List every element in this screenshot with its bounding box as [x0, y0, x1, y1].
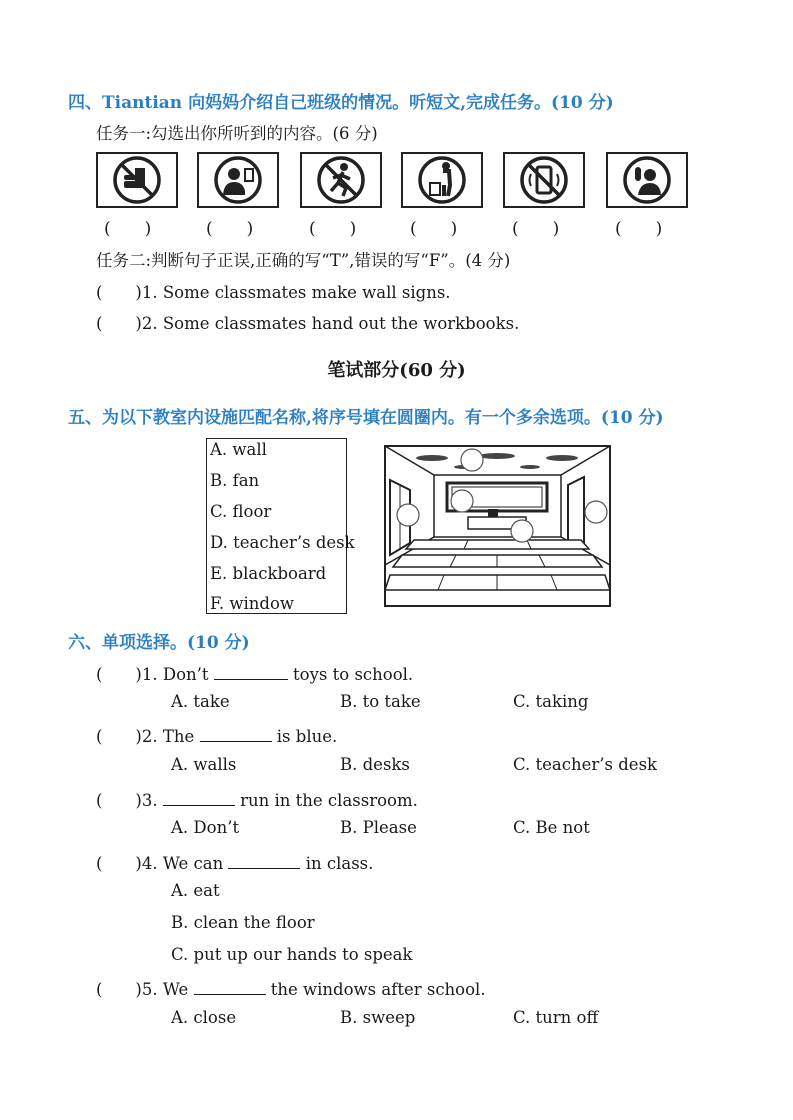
- sign-box-2: [197, 152, 279, 208]
- question-5-paren[interactable]: ( ): [96, 980, 142, 999]
- question-1-blank[interactable]: [214, 665, 288, 680]
- q3-option-b[interactable]: B. Please: [340, 818, 417, 837]
- question-2-before: 2. The: [141, 727, 195, 746]
- statement-1-text: 1. Some classmates make wall signs.: [141, 283, 451, 302]
- written-part-header: 笔试部分(60 分): [327, 360, 466, 381]
- section6-title: 六、单项选择。(10 分): [68, 633, 250, 653]
- facility-options-box: [206, 438, 355, 614]
- statement-2-text: 2. Some classmates hand out the workbooks.: [141, 314, 520, 333]
- sign-answer-paren-4[interactable]: ( ): [410, 219, 458, 239]
- answer-circle-wall[interactable]: [585, 501, 607, 523]
- facility-option: E. blackboard: [210, 564, 327, 583]
- question-2-after: is blue.: [276, 727, 338, 746]
- sign-answer-paren-6[interactable]: ( ): [615, 219, 663, 239]
- statement-2: [96, 310, 519, 334]
- task1-instruction: 任务一:勾选出你所听到的内容。(6 分): [96, 124, 378, 143]
- raise-hand-sign-icon: [207, 155, 269, 205]
- q3-option-c[interactable]: C. Be not: [513, 818, 590, 837]
- question-3-before: 3.: [141, 791, 158, 810]
- q1-option-c[interactable]: C. taking: [513, 692, 589, 711]
- facility-option: F. window: [210, 594, 295, 613]
- sign-answer-paren-5[interactable]: ( ): [512, 219, 560, 239]
- sign-box-6: [606, 152, 688, 208]
- sign-answer-paren-2[interactable]: ( ): [206, 219, 254, 239]
- q5-option-b[interactable]: B. sweep: [340, 1008, 416, 1027]
- q1-option-a[interactable]: A. take: [171, 692, 230, 711]
- answer-circle-blackboard[interactable]: [451, 490, 473, 512]
- q2-option-c[interactable]: C. teacher’s desk: [513, 755, 658, 774]
- question-5: [96, 976, 486, 1000]
- statement-2-paren[interactable]: ( ): [96, 314, 142, 333]
- no-eating-sign-icon: [106, 155, 168, 205]
- facility-option: C. floor: [210, 502, 272, 521]
- question-5-after: the windows after school.: [270, 980, 486, 999]
- question-4-before: 4. We can: [141, 854, 224, 873]
- q2-option-b[interactable]: B. desks: [340, 755, 410, 774]
- facility-option: A. wall: [210, 440, 267, 459]
- question-5-before: 5. We: [141, 980, 189, 999]
- question-2: [96, 723, 337, 747]
- question-3-blank[interactable]: [163, 791, 235, 806]
- answer-circle-fan[interactable]: [461, 449, 483, 471]
- no-phone-sign-icon: [513, 155, 575, 205]
- statement-1-paren[interactable]: ( ): [96, 283, 142, 302]
- question-3-after: run in the classroom.: [240, 791, 418, 810]
- q4-option-b[interactable]: B. clean the floor: [171, 913, 315, 932]
- answer-circle-desk[interactable]: [511, 520, 533, 542]
- question-1-paren[interactable]: ( ): [96, 665, 142, 684]
- question-4-blank[interactable]: [228, 854, 300, 869]
- sign-answer-paren-1[interactable]: ( ): [104, 219, 152, 239]
- answer-circle-window[interactable]: [397, 504, 419, 526]
- question-3: [96, 787, 418, 811]
- wave-hand-sign-icon: [616, 155, 678, 205]
- q4-option-a[interactable]: A. eat: [171, 881, 220, 900]
- q4-option-c[interactable]: C. put up our hands to speak: [171, 945, 413, 964]
- facility-option: D. teacher’s desk: [210, 533, 355, 552]
- sign-box-4: [401, 152, 483, 208]
- question-1-before: 1. Don’t: [141, 665, 209, 684]
- classroom-illustration: [384, 445, 611, 607]
- facility-option: B. fan: [210, 471, 260, 490]
- q2-option-a[interactable]: A. walls: [171, 755, 237, 774]
- section5-title: 五、为以下教室内设施匹配名称,将序号填在圆圈内。有一个多余选项。(10 分): [68, 408, 664, 428]
- q1-option-b[interactable]: B. to take: [340, 692, 421, 711]
- question-3-paren[interactable]: ( ): [96, 791, 142, 810]
- task2-instruction: 任务二:判断句子正误,正确的写“T”,错误的写“F”。(4 分): [96, 251, 511, 270]
- question-1-after: toys to school.: [293, 665, 414, 684]
- question-4: [96, 850, 373, 874]
- sign-box-1: [96, 152, 178, 208]
- no-running-sign-icon: [310, 155, 372, 205]
- q5-option-a[interactable]: A. close: [171, 1008, 237, 1027]
- sign-box-3: [300, 152, 382, 208]
- section4-title: 四、Tiantian 向妈妈介绍自己班级的情况。听短文,完成任务。(10 分): [68, 93, 614, 113]
- question-2-blank[interactable]: [200, 727, 272, 742]
- sign-answer-paren-3[interactable]: ( ): [309, 219, 357, 239]
- question-1: [96, 661, 413, 685]
- question-2-paren[interactable]: ( ): [96, 727, 142, 746]
- q3-option-a[interactable]: A. Don’t: [171, 818, 240, 837]
- question-4-after: in class.: [305, 854, 374, 873]
- statement-1: [96, 279, 451, 303]
- question-4-paren[interactable]: ( ): [96, 854, 142, 873]
- sign-box-5: [503, 152, 585, 208]
- q5-option-c[interactable]: C. turn off: [513, 1008, 599, 1027]
- litter-bin-sign-icon: [411, 155, 473, 205]
- question-5-blank[interactable]: [194, 980, 266, 995]
